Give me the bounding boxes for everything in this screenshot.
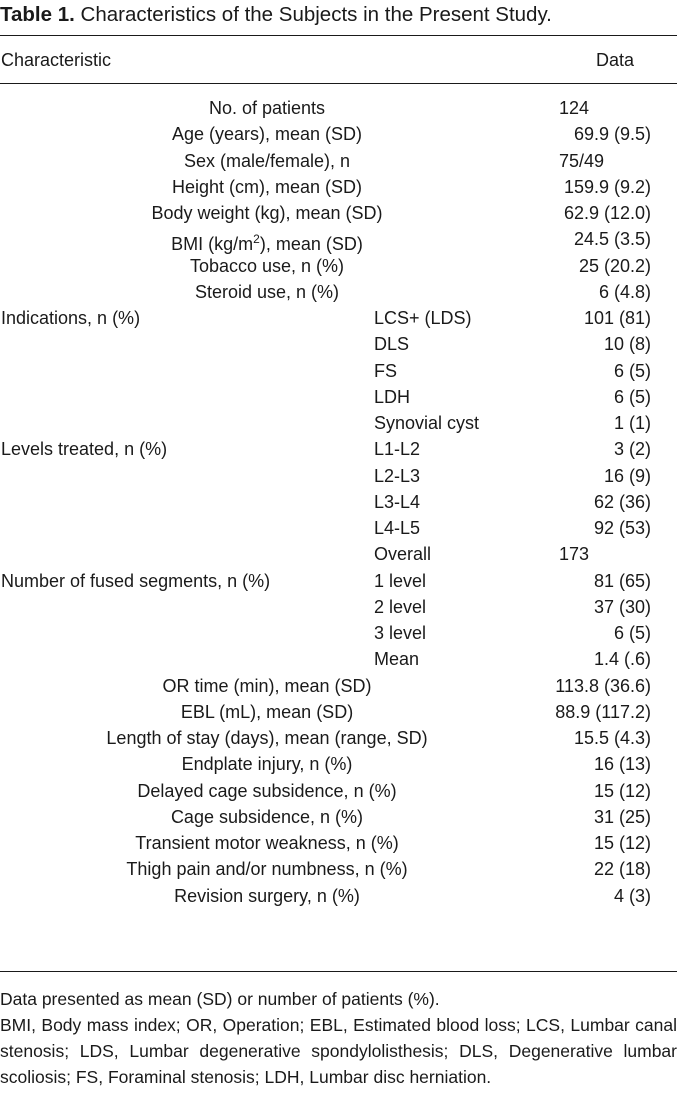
table-row: [0, 856, 677, 882]
row-sublabel: FS: [374, 360, 398, 381]
row-value: 6 (5): [613, 623, 651, 643]
table-row: [0, 331, 677, 357]
column-header-data: Data: [596, 50, 635, 70]
table-row: [0, 646, 677, 672]
row-value: 75/49: [559, 150, 605, 171]
row-value: 69.9 (9.5): [573, 124, 651, 145]
row-group-label: Indications, n (%): [1, 308, 141, 328]
row-sublabel: Synovial cyst: [374, 413, 480, 433]
row-label: Delayed cage subsidence, n (%): [137, 780, 397, 801]
notes-line-1: Data presented as mean (SD) or number of patients (%).: [0, 989, 440, 1009]
row-value: 16 (13): [593, 754, 651, 775]
table-row: [0, 830, 677, 856]
row-value: 101 (81): [583, 308, 651, 328]
table-row: [0, 673, 677, 699]
row-label: No. of patients: [208, 98, 326, 118]
row-label: Body weight (kg), mean (SD): [151, 203, 383, 223]
row-sublabel: LDH: [374, 386, 411, 407]
row-value: 6 (5): [613, 386, 651, 407]
table-caption: [0, 2, 552, 28]
row-label: Steroid use, n (%): [194, 281, 340, 302]
notes-line-2: BMI, Body mass index; OR, Operation; EBL, Estimated blood loss; LCS, Lumbar canal stenosis; LDS, Lumbar degenerative spondylolisthesis; DLS, Degenerative lumbar scoliosis; FS, Foraminal stenosis; LDH, Lumbar disc herniation.: [0, 1015, 677, 1087]
row-value: 37 (30): [593, 596, 651, 617]
table-caption-text: Characteristics of the Subjects in the Present Study.: [80, 3, 552, 26]
table-row: [0, 594, 677, 620]
table-row: [0, 463, 677, 489]
row-label: Length of stay (days), mean (range, SD): [106, 728, 428, 748]
row-value: 31 (25): [593, 806, 651, 827]
row-value: 1 (1): [613, 413, 651, 433]
row-sublabel: LCS+ (LDS): [374, 308, 472, 328]
row-sublabel: L4-L5: [374, 518, 421, 538]
header-rule: [0, 83, 677, 84]
table-row: [0, 279, 677, 305]
table-row: [0, 751, 677, 777]
row-value: 4 (3): [613, 885, 651, 906]
row-value: 15 (12): [593, 833, 651, 853]
row-value: 62 (36): [593, 491, 651, 512]
table-row: [0, 384, 677, 410]
row-label: EBL (mL), mean (SD): [180, 701, 354, 722]
row-sublabel: 2 level: [374, 596, 427, 617]
table-row: [0, 699, 677, 725]
row-value: 25 (20.2): [578, 255, 651, 276]
row-value: 16 (9): [603, 465, 651, 486]
row-sublabel: Overall: [374, 544, 432, 565]
row-label: Cage subsidence, n (%): [170, 806, 364, 827]
row-sublabel: L1-L2: [374, 439, 421, 460]
table-row: [0, 541, 677, 567]
table-row: [0, 489, 677, 515]
row-value: 10 (8): [603, 334, 651, 355]
row-label: Age (years), mean (SD): [171, 124, 363, 145]
row-label: Transient motor weakness, n (%): [135, 833, 399, 853]
table-row: [0, 200, 677, 226]
table-row: [0, 515, 677, 541]
row-sublabel: Mean: [374, 649, 420, 670]
table-row: [0, 121, 677, 147]
table-notes: [0, 986, 677, 1090]
table-row: [0, 778, 677, 804]
row-label: Sex (male/female), n: [183, 150, 351, 171]
row-sublabel: L3-L4: [374, 491, 421, 512]
row-value: 88.9 (117.2): [555, 701, 651, 722]
row-label: Tobacco use, n (%): [189, 255, 345, 276]
row-label: BMI $(kg/m^2)$, mean (SD): [171, 232, 363, 255]
row-value: 1.4 (.6): [593, 649, 651, 670]
row-label: Endplate injury, n (%): [181, 754, 353, 775]
top-rule: [0, 35, 677, 36]
bottom-rule: [0, 971, 677, 972]
table-row: [0, 804, 677, 830]
row-group-label: Levels treated, n (%): [1, 439, 168, 460]
column-header-characteristic: Characteristic: [1, 50, 112, 70]
row-value: 92 (53): [593, 518, 651, 538]
row-value: 81 (65): [593, 570, 651, 591]
table-row: [0, 358, 677, 384]
table-row: [0, 148, 677, 174]
row-value: 159.9 (9.2): [563, 176, 651, 197]
row-group-label: Number of fused segments, n (%): [1, 570, 271, 591]
row-label: OR time (min), mean (SD): [162, 675, 372, 696]
table-row: [0, 620, 677, 646]
row-value: 124: [559, 98, 590, 118]
table-row: [0, 568, 677, 594]
row-sublabel: 3 level: [374, 623, 427, 643]
row-sublabel: L2-L3: [374, 465, 421, 486]
row-sublabel: 1 level: [374, 570, 427, 591]
table-row: [0, 95, 677, 121]
table-row: [0, 174, 677, 200]
row-value: 22 (18): [593, 859, 651, 880]
row-value: 6 (4.8): [598, 281, 651, 302]
table-row: [0, 253, 677, 279]
row-value: 173: [559, 544, 590, 565]
table-row: [0, 226, 677, 255]
row-sublabel: DLS: [374, 334, 410, 355]
table-row: [0, 883, 677, 909]
row-value: 15.5 (4.3): [573, 728, 651, 748]
row-value: 113.8 (36.6): [555, 675, 651, 696]
row-value: 24.5 (3.5): [573, 229, 651, 250]
row-value: 62.9 (12.0): [563, 203, 651, 223]
row-label: Revision surgery, n (%): [174, 885, 360, 906]
row-value: 6 (5): [613, 360, 651, 381]
table-row: [0, 305, 677, 331]
row-label: Thigh pain and/or numbness, n (%): [126, 859, 408, 880]
row-value: 15 (12): [593, 780, 651, 801]
row-value: 3 (2): [613, 439, 651, 460]
table-caption-label: Table 1.: [0, 3, 75, 26]
table-row: [0, 410, 677, 436]
table-row: [0, 725, 677, 751]
table-row: [0, 436, 677, 462]
row-label: Height (cm), mean (SD): [171, 176, 363, 197]
